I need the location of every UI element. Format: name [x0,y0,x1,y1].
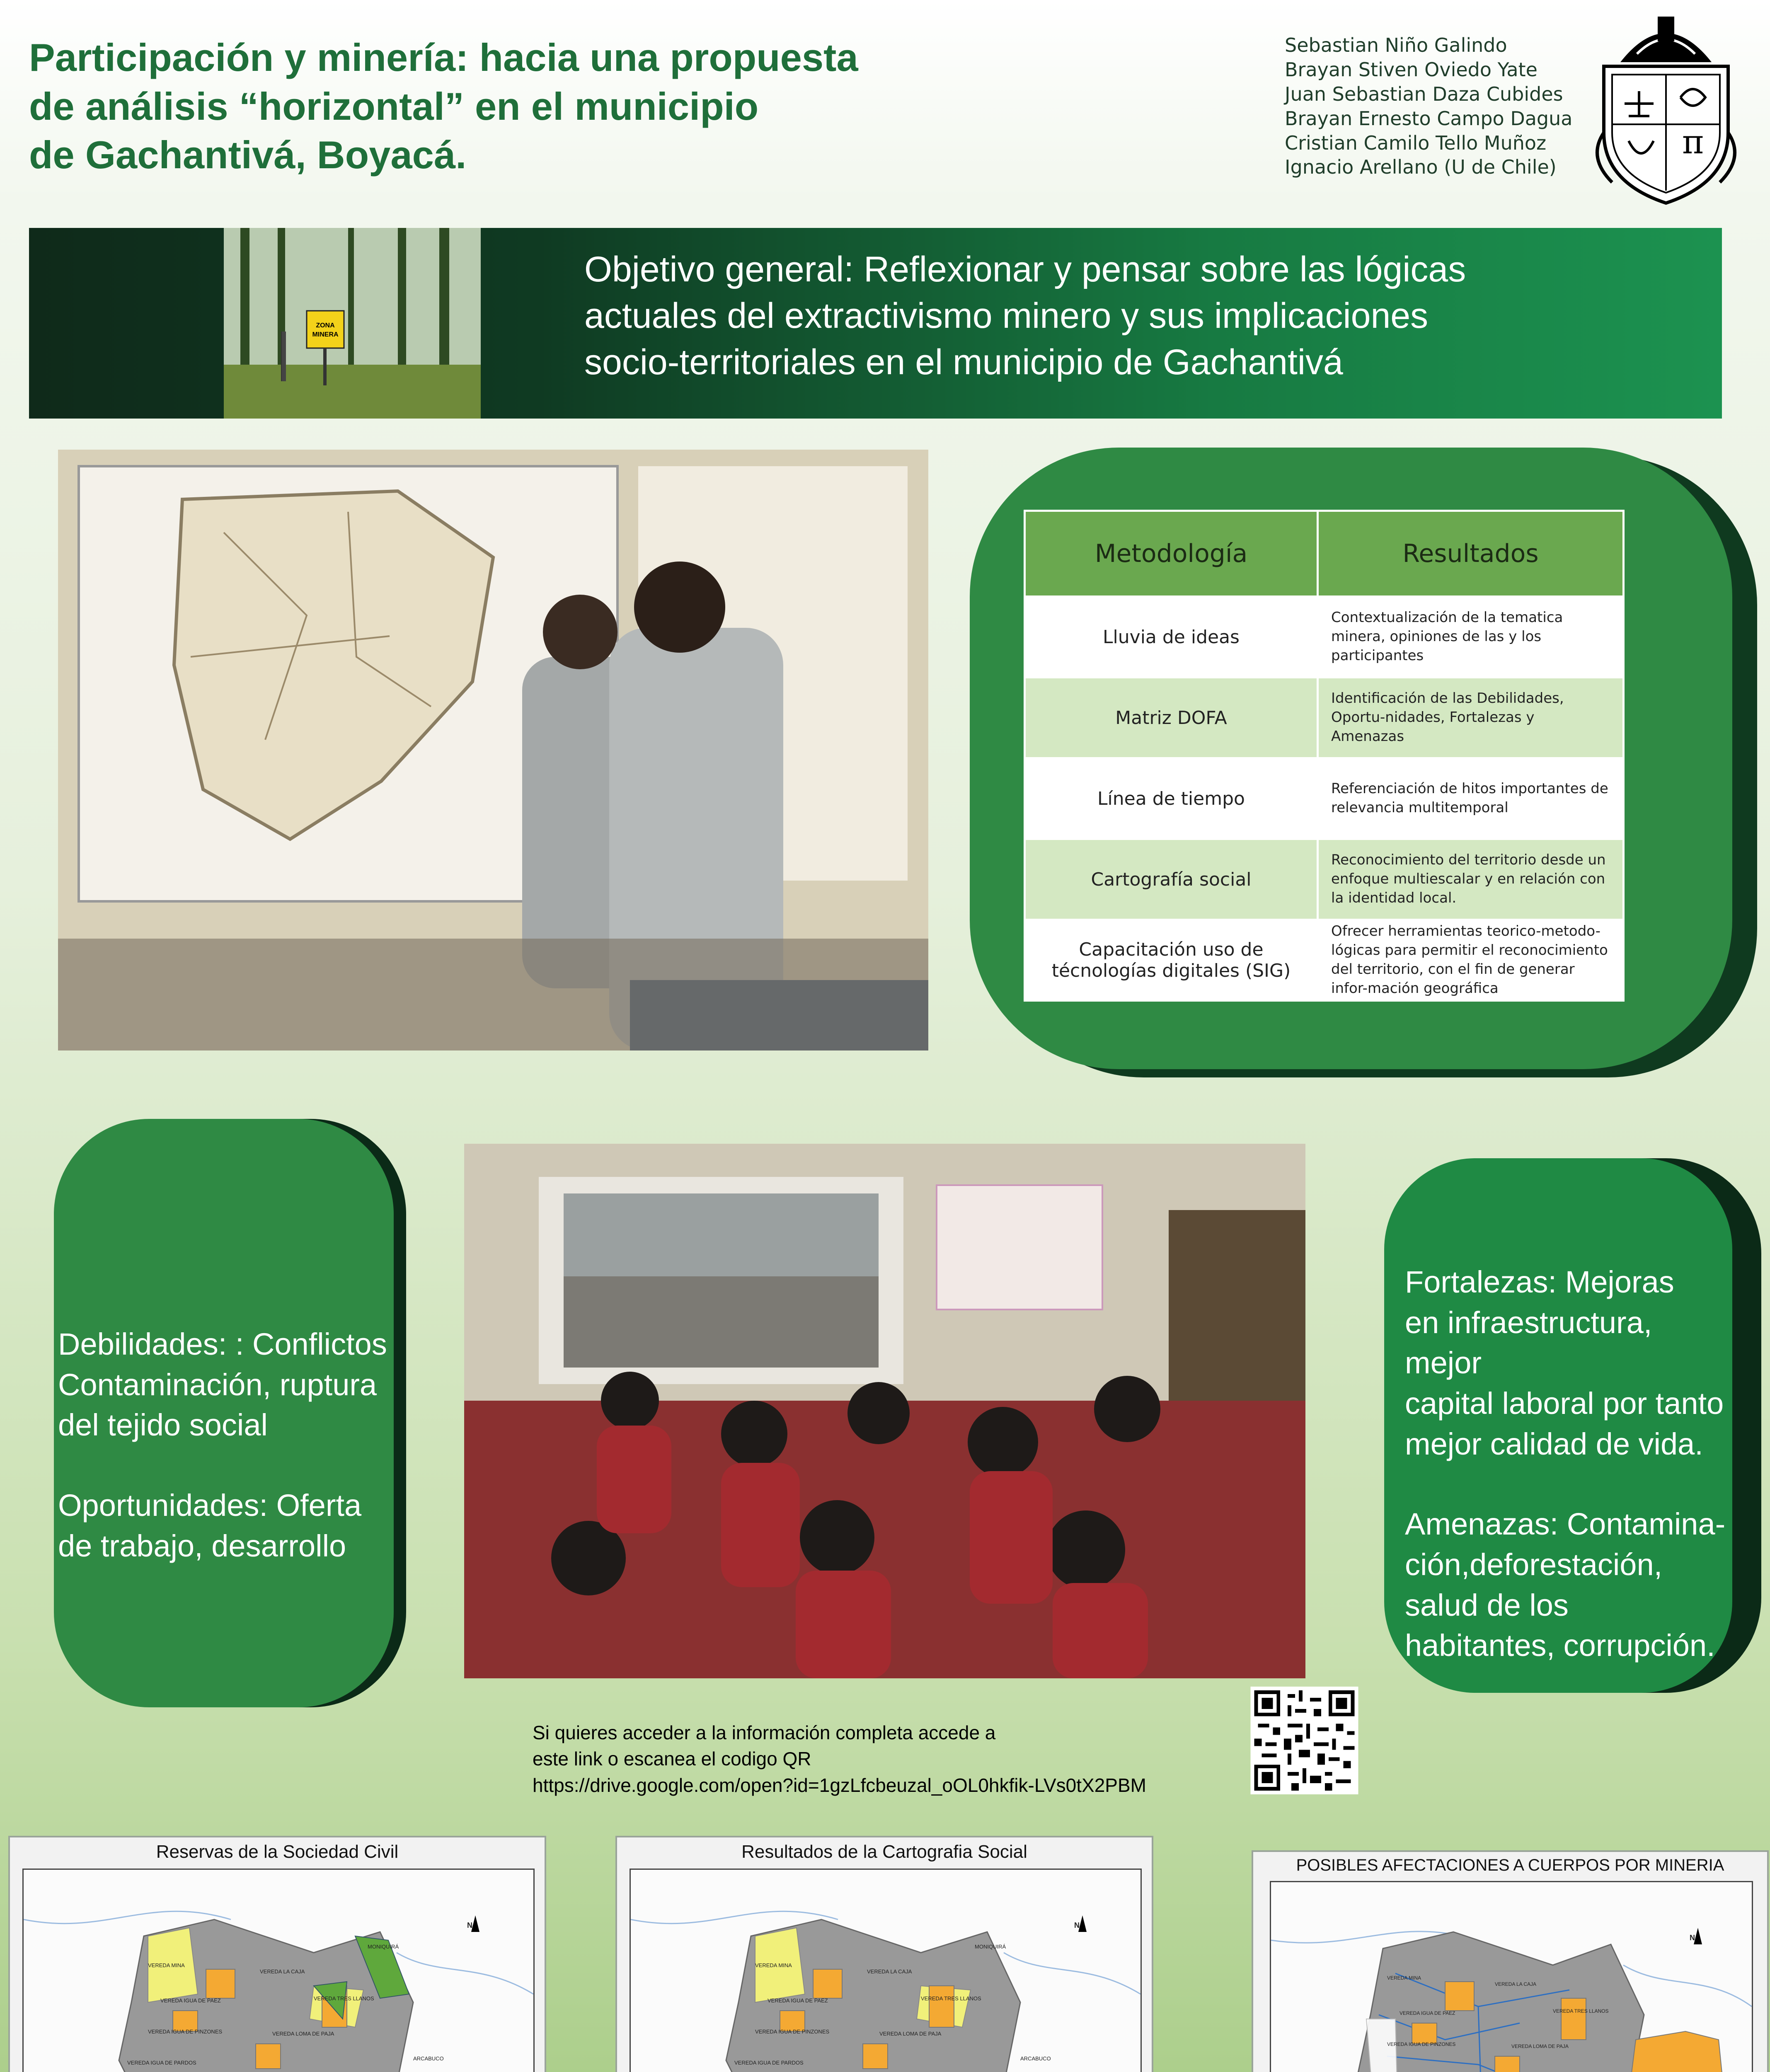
vereda-label: VEREDA MINA [755,1962,792,1968]
method-cell: Lluvia de ideas [1025,597,1318,678]
vereda-label: VEREDA IGUA DE PARDOS [127,2060,196,2066]
table-row [1025,920,1624,1001]
vereda-label: VEREDA LOMA DE PAJA [272,2031,334,2037]
drive-link-text[interactable]: Si quieres acceder a la información completa accede a este link o escanea el codigo QR https://drive.google.com/open?id=1gzLfcbeuzal_oOL0hkfik-LVs0tX2PBM [533,1722,1146,1796]
mining-zone-photo [224,228,481,419]
qr-code-icon[interactable] [1247,1687,1361,1794]
vereda-label: VEREDA IGUA DE PAEZ [160,1997,221,2004]
map-title: Resultados de la Cartografia Social [741,1842,1027,1862]
results-header: Resultados [1318,511,1624,597]
north-arrow-icon: N [1690,1934,1695,1942]
university-seal-logo [1587,8,1745,207]
vereda-label: VEREDA LOMA DE PAJA [879,2031,942,2037]
author-name: Sebastian Niño Galindo [1285,34,1507,56]
author-name: Juan Sebastian Daza Cubides [1285,82,1563,105]
author-name: Ignacio Arellano (U de Chile) [1285,156,1557,179]
map-canvas [1270,1881,1753,2072]
map-canvas [630,1869,1142,2072]
map-title: POSIBLES AFECTACIONES A CUERPOS POR MINERIA [1296,1856,1724,1874]
method-cell: Matriz DOFA [1025,678,1318,758]
result-cell: Identificación de las Debilidades, Oportu-nidades, Fortalezas y Amenazas [1318,678,1624,758]
map-title: Reservas de la Sociedad Civil [156,1842,399,1862]
table-row [1025,678,1624,758]
map-canvas [22,1869,535,2072]
place-label: ARCABUCO [1020,2055,1051,2062]
svg-text:π: π [1682,123,1704,161]
method-cell: Capacitación uso de técnologías digitales (SIG) [1025,920,1318,1001]
table-row [1025,597,1624,678]
weaknesses-opportunities-text [58,1324,398,1566]
vereda-label: VEREDA IGUA DE PAEZ [1400,2010,1455,2016]
table-row [1025,839,1624,920]
methodology-header: Metodología [1025,511,1318,597]
place-label: ARCABUCO [413,2055,444,2062]
vereda-label: VEREDA IGUA DE PINZONES [1387,2041,1456,2047]
map-cartografia-social [615,1836,1153,2072]
poster-title: Participación y minería: hacia una propuesta de análisis “horizontal” en el municipio de Gachantivá, Boyacá. [29,36,858,177]
forest-sign-illustration [224,228,481,419]
vereda-label: VEREDA TRES LLANOS [1553,2008,1609,2014]
vereda-label: VEREDA TRES LLANOS [314,1995,374,2002]
vereda-label: VEREDA TRES LLANOS [921,1995,981,2002]
vereda-label: VEREDA IGUA DE PINZONES [755,2028,830,2035]
vereda-label: VEREDA IGUA DE PINZONES [148,2028,223,2035]
author-list [1285,33,1575,179]
result-cell: Ofrecer herramientas teorico-metodo-lógicas para permitir el reconocimiento del territorio, con el fin de generar infor-mación geográfica [1318,920,1624,1001]
svg-text:MINERA: MINERA [312,331,339,338]
place-label: MONIQUIRÁ [975,1944,1006,1950]
strengths-paragraph: Fortalezas: Mejoras en infraestructura, mejor capital laboral por tanto mejor calidad de vida. [1405,1265,1724,1461]
map-afectaciones-cuerpos-agua [1252,1850,1769,2072]
table-row [1025,758,1624,839]
vereda-label: VEREDA LA CAJA [867,1968,912,1975]
opportunities-paragraph: Oportunidades: Oferta de trabajo, desarrollo [58,1488,362,1563]
vereda-label: VEREDA LA CAJA [260,1968,305,1975]
author-name: Brayan Stiven Oviedo Yate [1285,58,1538,81]
north-arrow-icon: N [467,1921,472,1929]
north-arrow-icon: N [1074,1921,1080,1929]
map-reservas-sociedad-civil [8,1836,546,2072]
result-cell: Reconocimiento del territorio desde un enfoque multiescalar y en relación con la identidad local. [1318,839,1624,920]
vereda-label: VEREDA LOMA DE PAJA [1511,2043,1569,2049]
objective-text: Objetivo general: Reflexionar y pensar sobre las lógicas actuales del extractivismo minero y sus implicaciones socio-territoriales en el municipio de Gachantivá [584,249,1466,382]
mining-zone-sign [307,311,344,348]
result-cell: Contextualización de la tematica minera, opiniones de las y los participantes [1318,597,1624,678]
svg-text:ZONA: ZONA [316,322,335,329]
method-cell: Cartografía social [1025,839,1318,920]
author-name: Cristian Camilo Tello Muñoz [1285,131,1547,154]
vereda-label: VEREDA IGUA DE PARDOS [734,2060,804,2066]
vereda-label: VEREDA MINA [148,1962,185,1968]
vereda-label: VEREDA MINA [1387,1975,1421,1981]
strengths-threats-text [1405,1262,1728,1666]
place-label: MONIQUIRÁ [368,1944,399,1950]
author-name: Brayan Ernesto Campo Dagua [1285,107,1573,130]
classroom-projection-photo [464,1144,1305,1678]
threats-paragraph: Amenazas: Contamina- ción,deforestación, salud de los habitantes, corrupción. [1405,1507,1726,1663]
method-cell: Línea de tiempo [1025,758,1318,839]
vereda-label: VEREDA LA CAJA [1495,1981,1537,1987]
vereda-label: VEREDA IGUA DE PAEZ [768,1997,828,2004]
methodology-results-table [1024,510,1625,1002]
workshop-map-photo [58,450,928,1051]
result-cell: Referenciación de hitos importantes de relevancia multitemporal [1318,758,1624,839]
weaknesses-paragraph: Debilidades: : Conflictos Contaminación, ruptura del tejido social [58,1327,387,1443]
